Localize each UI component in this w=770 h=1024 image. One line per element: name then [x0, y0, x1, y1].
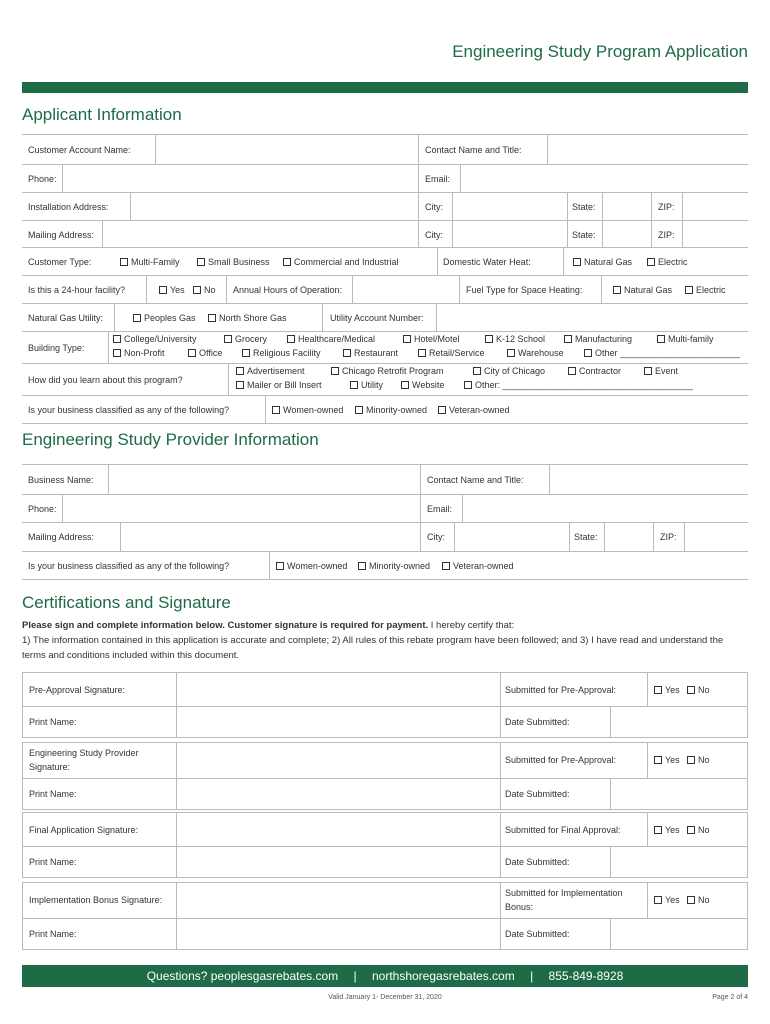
divider	[647, 813, 648, 846]
learn-option[interactable]: Event	[644, 366, 678, 376]
state-field-2[interactable]	[602, 221, 652, 247]
divider	[647, 673, 648, 706]
checkbox-icon	[331, 367, 339, 375]
learn-option[interactable]: City of Chicago	[473, 366, 545, 376]
date-submitted-label: Date Submitted:	[505, 929, 570, 939]
provider-contact-field[interactable]	[549, 465, 748, 494]
submitted-no-option[interactable]: No	[687, 825, 710, 835]
divider	[322, 304, 323, 331]
print-name-field[interactable]	[176, 847, 501, 877]
submitted-label: Submitted for Pre-Approval:	[505, 685, 617, 695]
domestic-water-heat-label: Domestic Water Heat:	[443, 257, 531, 267]
mailing-address-label: Mailing Address:	[28, 230, 95, 240]
zip-label-2: ZIP:	[658, 230, 675, 240]
date-submitted-label: Date Submitted:	[505, 717, 570, 727]
north-shore-gas-option[interactable]: North Shore Gas	[208, 313, 287, 323]
applicant-grid	[22, 134, 748, 424]
checkbox-icon	[573, 258, 581, 266]
checkbox-icon	[350, 381, 358, 389]
checkbox-icon	[687, 686, 695, 694]
checkbox-icon	[197, 258, 205, 266]
divider	[108, 332, 109, 363]
checkbox-icon	[687, 896, 695, 904]
checkbox-icon	[113, 335, 121, 343]
provider-zip-field[interactable]	[684, 523, 748, 551]
checkbox-icon	[208, 314, 216, 322]
footer-phone: 855-849-8928	[548, 969, 624, 983]
customer-account-field[interactable]	[155, 135, 419, 164]
building-option[interactable]: College/University	[113, 334, 197, 344]
checkbox-icon	[343, 349, 351, 357]
checkbox-icon	[647, 258, 655, 266]
installation-address-label: Installation Address:	[28, 202, 109, 212]
building-option[interactable]: Religious Facility	[242, 348, 321, 358]
phone-label: Phone:	[28, 174, 57, 184]
checkbox-icon	[507, 349, 515, 357]
print-name-label: Print Name:	[29, 929, 77, 939]
submitted-label: Submitted for Pre-Approval:	[505, 755, 617, 765]
facility-no-option[interactable]: No	[193, 285, 216, 295]
facility-24h-label: Is this a 24-hour facility?	[28, 285, 126, 295]
signature-row	[23, 743, 747, 779]
provider-state-field[interactable]	[604, 523, 654, 551]
building-option[interactable]: Non-Profit	[113, 348, 165, 358]
signature-row	[23, 813, 747, 847]
signature-label: Engineering Study Provider Signature:	[29, 748, 139, 772]
checkbox-icon	[654, 686, 662, 694]
provider-city-field[interactable]	[454, 523, 570, 551]
checkbox-icon	[687, 756, 695, 764]
signature-label: Final Application Signature:	[29, 825, 139, 835]
building-option[interactable]: Hotel/Motel	[403, 334, 460, 344]
customer-type-label: Customer Type:	[28, 257, 92, 267]
divider	[114, 304, 115, 331]
learn-option[interactable]: Contractor	[568, 366, 621, 376]
customer-account-label: Customer Account Name:	[28, 145, 131, 155]
provider-state-label: State:	[574, 532, 598, 542]
intro-rest: I hereby certify that:	[428, 620, 515, 631]
provider-mailing-label: Mailing Address:	[28, 532, 95, 542]
print-name-row	[23, 919, 747, 949]
footer-separator: |	[530, 969, 534, 983]
building-option[interactable]: Healthcare/Medical	[287, 334, 375, 344]
provider-contact-label: Contact Name and Title:	[427, 475, 524, 485]
dwh-electric-option[interactable]: Electric	[647, 257, 688, 267]
provider-mailing-field[interactable]	[120, 523, 421, 551]
signature-field[interactable]	[176, 743, 501, 778]
checkbox-icon	[242, 349, 250, 357]
date-submitted-field[interactable]	[610, 707, 747, 737]
submitted-no-option[interactable]: No	[687, 685, 710, 695]
contact-name-field[interactable]	[547, 135, 748, 164]
business-name-field[interactable]	[108, 465, 421, 494]
veteran-owned-option[interactable]: Veteran-owned	[438, 405, 510, 415]
signature-row	[23, 883, 747, 919]
signature-label: Implementation Bonus Signature:	[29, 895, 163, 905]
email-field[interactable]	[460, 165, 748, 192]
print-name-label: Print Name:	[29, 857, 77, 867]
signature-block-provider	[22, 742, 748, 810]
checkbox-icon	[236, 367, 244, 375]
peoples-gas-option[interactable]: Peoples Gas	[133, 313, 196, 323]
learn-option[interactable]: Chicago Retrofit Program	[331, 366, 444, 376]
checkbox-icon	[687, 826, 695, 834]
city-label-2: City:	[425, 230, 443, 240]
row-24h	[22, 276, 748, 304]
provider-grid	[22, 464, 748, 580]
print-name-row	[23, 707, 747, 737]
zip-field[interactable]	[682, 193, 748, 220]
divider	[437, 248, 438, 275]
provider-email-label: Email:	[427, 504, 453, 514]
learn-option[interactable]: Advertisement	[236, 366, 305, 376]
footer-bar	[22, 965, 748, 987]
submitted-no-option[interactable]: No	[687, 755, 710, 765]
footer-separator: |	[353, 969, 357, 983]
row-building-type	[22, 332, 748, 364]
business-name-label: Business Name:	[28, 475, 94, 485]
row-provider-mailing	[22, 523, 748, 552]
print-name-row	[23, 779, 747, 809]
date-submitted-label: Date Submitted:	[505, 789, 570, 799]
checkbox-icon	[654, 826, 662, 834]
signature-field[interactable]	[176, 813, 501, 846]
minority-owned-option[interactable]: Minority-owned	[355, 405, 427, 415]
provider-phone-field[interactable]	[62, 495, 421, 522]
provider-minority-owned-option[interactable]: Minority-owned	[358, 561, 430, 571]
building-option[interactable]: Restaurant	[343, 348, 398, 358]
intro-bold: Please sign and complete information below. Customer signature is required for payment.	[22, 620, 429, 631]
fuel-type-label: Fuel Type for Space Heating:	[466, 285, 583, 295]
provider-zip-label: ZIP:	[660, 532, 677, 542]
building-option[interactable]: Office	[188, 348, 222, 358]
commercial-option[interactable]: Commercial and Industrial	[283, 257, 399, 267]
state-label-2: State:	[572, 230, 596, 240]
state-label: State:	[572, 202, 596, 212]
checkbox-icon	[193, 286, 201, 294]
divider	[226, 276, 227, 303]
provider-classified-label: Is your business classified as any of the following?	[28, 561, 230, 571]
women-owned-option[interactable]: Women-owned	[272, 405, 343, 415]
small-business-option[interactable]: Small Business	[197, 257, 270, 267]
checkbox-icon	[654, 896, 662, 904]
checkbox-icon	[685, 286, 693, 294]
divider	[601, 276, 602, 303]
installation-address-field[interactable]	[130, 193, 419, 220]
city-field-2[interactable]	[452, 221, 568, 247]
submitted-yes-option[interactable]: Yes	[654, 895, 680, 905]
print-name-row	[23, 847, 747, 877]
checkbox-icon	[188, 349, 196, 357]
checkbox-icon	[644, 367, 652, 375]
multi-family-option[interactable]: Multi-Family	[120, 257, 180, 267]
checkbox-icon	[358, 562, 366, 570]
row-account	[22, 135, 748, 165]
submitted-yes-option[interactable]: Yes	[654, 755, 680, 765]
print-name-field[interactable]	[176, 779, 501, 809]
signature-field[interactable]	[176, 673, 501, 706]
certification-intro	[22, 618, 748, 663]
dwh-natural-gas-option[interactable]: Natural Gas	[573, 257, 632, 267]
utility-account-field[interactable]	[436, 304, 748, 331]
checkbox-icon	[584, 349, 592, 357]
checkbox-icon	[276, 562, 284, 570]
checkbox-icon	[438, 406, 446, 414]
signature-block-pre-approval	[22, 672, 748, 738]
checkbox-icon	[133, 314, 141, 322]
signature-row	[23, 673, 747, 707]
building-option[interactable]: Manufacturing	[564, 334, 632, 344]
phone-field[interactable]	[62, 165, 419, 192]
checkbox-icon	[564, 335, 572, 343]
checkbox-icon	[236, 381, 244, 389]
signature-label: Pre-Approval Signature:	[29, 685, 126, 695]
divider	[269, 552, 270, 579]
learn-label: How did you learn about this program?	[28, 375, 183, 385]
row-customer-type	[22, 248, 748, 276]
date-submitted-field[interactable]	[610, 919, 747, 949]
signature-block-final	[22, 812, 748, 878]
state-field[interactable]	[602, 193, 652, 220]
header-bar	[22, 82, 748, 93]
validity-note: Valid January 1- December 31, 2020	[328, 994, 442, 1001]
email-label: Email:	[425, 174, 451, 184]
checkbox-icon	[613, 286, 621, 294]
print-name-field[interactable]	[176, 707, 501, 737]
building-option-other[interactable]: Other ________________________	[584, 348, 740, 358]
provider-phone-label: Phone:	[28, 504, 57, 514]
checkbox-icon	[401, 381, 409, 389]
row-classified	[22, 396, 748, 424]
row-phone	[22, 165, 748, 193]
checkbox-icon	[355, 406, 363, 414]
facility-yes-option[interactable]: Yes	[159, 285, 185, 295]
submitted-label: Submitted for Implementation Bonus:	[505, 888, 623, 912]
checkbox-icon	[120, 258, 128, 266]
divider	[146, 276, 147, 303]
checkbox-icon	[568, 367, 576, 375]
divider	[647, 883, 648, 918]
footer-site2-link[interactable]: northshoregasrebates.com	[371, 969, 515, 983]
city-field[interactable]	[452, 193, 568, 220]
row-utility	[22, 304, 748, 332]
row-business	[22, 465, 748, 495]
date-submitted-field[interactable]	[610, 847, 747, 877]
zip-field-2[interactable]	[682, 221, 748, 247]
checkbox-icon	[464, 381, 472, 389]
provider-heading: Engineering Study Provider Information	[22, 430, 319, 449]
provider-email-field[interactable]	[462, 495, 748, 522]
submitted-no-option[interactable]: No	[687, 895, 710, 905]
intro-line2: 1) The information contained in this application is accurate and complete; 2) All rules of this rebate program have been followed; and 3) I have read and understand the terms and conditions included within this document.	[22, 635, 724, 661]
submitted-yes-option[interactable]: Yes	[654, 685, 680, 695]
checkbox-icon	[403, 335, 411, 343]
page-number: Page 2 of 4	[712, 994, 748, 1001]
row-mailing	[22, 221, 748, 248]
signature-block-implementation	[22, 882, 748, 950]
building-option[interactable]: Retail/Service	[418, 348, 485, 358]
building-type-label: Building Type:	[28, 343, 85, 353]
city-label: City:	[425, 202, 443, 212]
checkbox-icon	[473, 367, 481, 375]
provider-women-owned-option[interactable]: Women-owned	[276, 561, 347, 571]
date-submitted-field[interactable]	[610, 779, 747, 809]
row-install	[22, 193, 748, 221]
divider	[228, 364, 229, 395]
checkbox-icon	[418, 349, 426, 357]
applicant-heading: Applicant Information	[22, 105, 182, 124]
building-option[interactable]: K-12 School	[485, 334, 545, 344]
date-submitted-label: Date Submitted:	[505, 857, 570, 867]
print-name-label: Print Name:	[29, 789, 77, 799]
fuel-natural-gas-option[interactable]: Natural Gas	[613, 285, 672, 295]
contact-name-label: Contact Name and Title:	[425, 145, 522, 155]
divider	[563, 248, 564, 275]
checkbox-icon	[224, 335, 232, 343]
classified-label: Is your business classified as any of the following?	[28, 405, 230, 415]
footer-questions-link[interactable]: Questions? peoplesgasrebates.com	[146, 969, 339, 983]
signature-field[interactable]	[176, 883, 501, 918]
row-provider-classified	[22, 552, 748, 580]
annual-hours-field[interactable]	[352, 276, 460, 303]
print-name-label: Print Name:	[29, 717, 77, 727]
submitted-yes-option[interactable]: Yes	[654, 825, 680, 835]
provider-city-label: City:	[427, 532, 445, 542]
learn-option[interactable]: Website	[401, 380, 444, 390]
zip-label: ZIP:	[658, 202, 675, 212]
building-option[interactable]: Grocery	[224, 334, 267, 344]
utility-account-label: Utility Account Number:	[330, 313, 424, 323]
row-provider-phone	[22, 495, 748, 523]
checkbox-icon	[657, 335, 665, 343]
divider	[265, 396, 266, 423]
checkbox-icon	[159, 286, 167, 294]
mailing-address-field[interactable]	[102, 221, 419, 247]
submitted-label: Submitted for Final Approval:	[505, 825, 621, 835]
checkbox-icon	[485, 335, 493, 343]
checkbox-icon	[287, 335, 295, 343]
checkbox-icon	[272, 406, 280, 414]
provider-veteran-owned-option[interactable]: Veteran-owned	[442, 561, 514, 571]
gas-utility-label: Natural Gas Utility:	[28, 313, 104, 323]
building-option[interactable]: Warehouse	[507, 348, 564, 358]
fuel-electric-option[interactable]: Electric	[685, 285, 726, 295]
checkbox-icon	[113, 349, 121, 357]
checkbox-icon	[442, 562, 450, 570]
learn-option-other[interactable]: Other: ______________________________________	[464, 380, 693, 390]
learn-option[interactable]: Mailer or Bill Insert	[236, 380, 322, 390]
page-title: Engineering Study Program Application	[452, 42, 748, 61]
divider	[647, 743, 648, 778]
checkbox-icon	[654, 756, 662, 764]
building-option[interactable]: Multi-family	[657, 334, 714, 344]
row-learn	[22, 364, 748, 396]
annual-hours-label: Annual Hours of Operation:	[233, 285, 343, 295]
certifications-heading: Certifications and Signature	[22, 593, 231, 612]
checkbox-icon	[283, 258, 291, 266]
print-name-field[interactable]	[176, 919, 501, 949]
learn-option[interactable]: Utility	[350, 380, 383, 390]
